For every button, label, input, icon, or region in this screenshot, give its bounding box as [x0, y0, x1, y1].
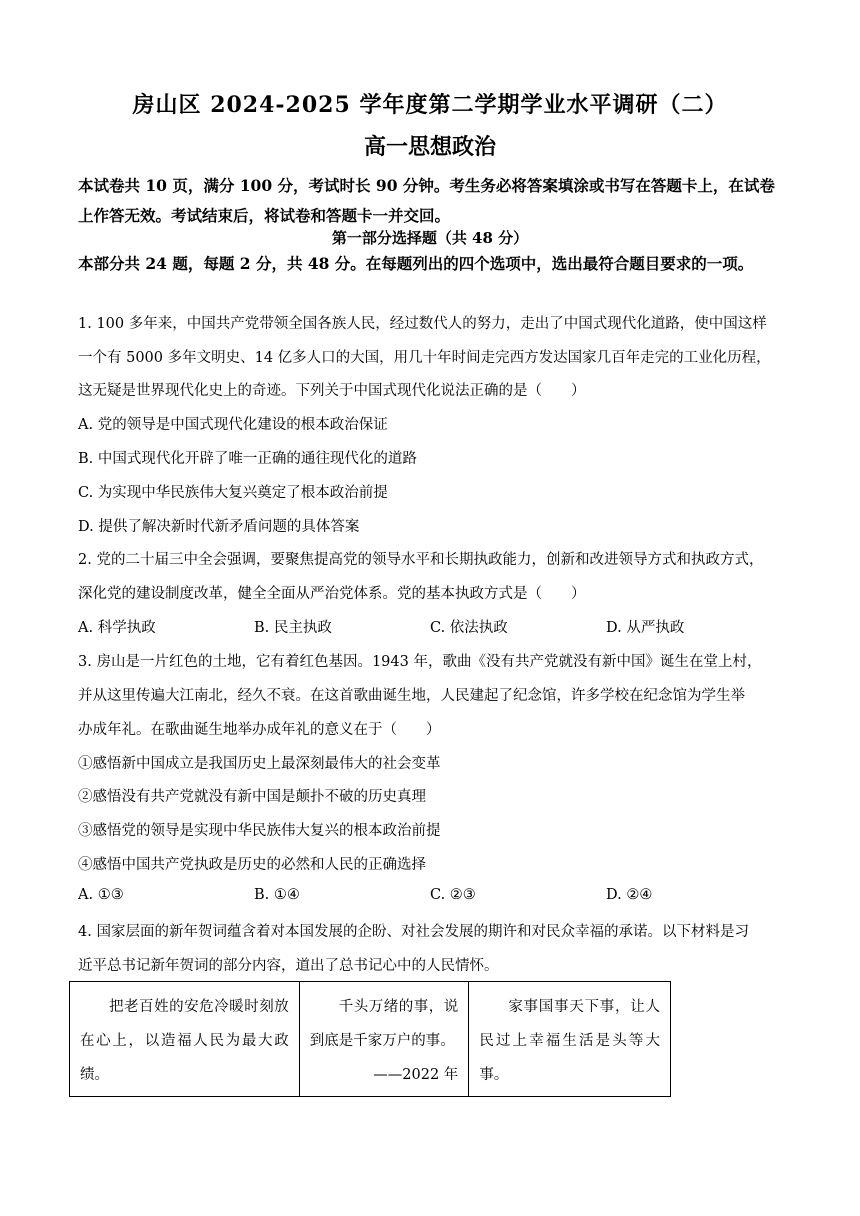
subject-title: 高一思想政治	[363, 134, 496, 160]
quote-text: 家事国事天下事，让人民过上幸福生活是头等大事。	[479, 999, 660, 1083]
q3-option-c: C. ②③	[430, 887, 476, 903]
q3-stem-line-3: 办成年礼。在歌曲诞生地举办成年礼的意义在于（ ）	[78, 722, 441, 738]
exam-title: 房山区 2024-2025 学年度第二学期学业水平调研（二）	[132, 92, 728, 118]
q3-stem-line-2: 并从这里传遍大江南北，经久不衰。在这首歌曲诞生地，人民建起了纪念馆，许多学校在纪念馆为学生举	[78, 688, 745, 704]
q1-option-b: B. 中国式现代化开辟了唯一正确的通往现代化的道路	[78, 451, 417, 467]
q2-stem-line-2: 深化党的建设制度改革，健全全面从严治党体系。党的基本执政方式是（ ）	[78, 586, 586, 602]
q2-option-b: B. 民主执政	[254, 620, 332, 636]
table-row	[70, 982, 671, 1097]
quote-year: ——2022 年	[373, 1067, 459, 1083]
q2-stem-line-1: 2. 党的二十届三中全会强调，要聚焦提高党的领导水平和长期执政能力，创新和改进领导方式和执政方式，	[78, 552, 764, 568]
q1-stem-line-1: 1. 100 多年来，中国共产党带领全国各族人民，经过数代人的努力，走出了中国式现代化道路，使中国这样	[78, 316, 767, 332]
quote-cell-1	[70, 982, 300, 1097]
q4-quotes-table	[69, 981, 671, 1097]
section-title: 第一部分选择题（共 48 分）	[331, 229, 529, 247]
quote-text: 把老百姓的安危冷暖时刻放在心上，以造福人民为最大政绩。	[80, 999, 289, 1083]
q3-stem-line-1: 3. 房山是一片红色的土地，它有着红色基因。1943 年，歌曲《没有共产党就没有新中国》诞生在堂上村，	[78, 654, 762, 670]
q2-option-d: D. 从严执政	[606, 620, 685, 636]
quote-text: 千头万绪的事，说到底是千家万户的事。	[309, 999, 459, 1049]
q2-option-c: C. 依法执政	[430, 620, 508, 636]
q1-stem-line-3: 这无疑是世界现代化史上的奇迹。下列关于中国式现代化说法正确的是（ ）	[78, 383, 586, 399]
q1-option-c: C. 为实现中华民族伟大复兴奠定了根本政治前提	[78, 485, 388, 501]
q3-statement-1: ①感悟新中国成立是我国历史上最深刻最伟大的社会变革	[78, 756, 441, 772]
q1-option-d: D. 提供了解决新时代新矛盾问题的具体答案	[78, 519, 360, 535]
q3-statement-2: ②感悟没有共产党就没有新中国是颠扑不破的历史真理	[78, 789, 426, 805]
q3-option-d: D. ②④	[606, 887, 653, 903]
section-description: 本部分共 24 题，每题 2 分，共 48 分。在每题列出的四个选项中，选出最符合题目要求的一项。	[78, 254, 754, 273]
quote-cell-2	[299, 982, 469, 1097]
q1-option-a: A. 党的领导是中国式现代化建设的根本政治保证	[78, 417, 388, 433]
q2-option-a: A. 科学执政	[78, 620, 156, 636]
q3-option-b: B. ①④	[254, 887, 300, 903]
quote-cell-3	[469, 982, 671, 1097]
q1-stem-line-2: 一个有 5000 多年文明史、14 亿多人口的大国，用几十年时间走完西方发达国家几百年走完的工业化历程，	[78, 350, 771, 366]
q3-statement-4: ④感悟中国共产党执政是历史的必然和人民的正确选择	[78, 857, 426, 873]
exam-notice: 本试卷共 10 页，满分 100 分，考试时长 90 分钟。考生务必将答案填涂或书写在答题卡上，在试卷上作答无效。考试结束后，将试卷和答题卡一并交回。	[78, 176, 775, 225]
q3-option-a: A. ①③	[78, 887, 124, 903]
q4-stem-line-2: 近平总书记新年贺词的部分内容，道出了总书记心中的人民情怀。	[78, 958, 499, 974]
q3-statement-3: ③感悟党的领导是实现中华民族伟大复兴的根本政治前提	[78, 823, 441, 839]
q4-stem-line-1: 4. 国家层面的新年贺词蕴含着对本国发展的企盼、对社会发展的期许和对民众幸福的承诺。以下材料是习	[78, 924, 749, 940]
